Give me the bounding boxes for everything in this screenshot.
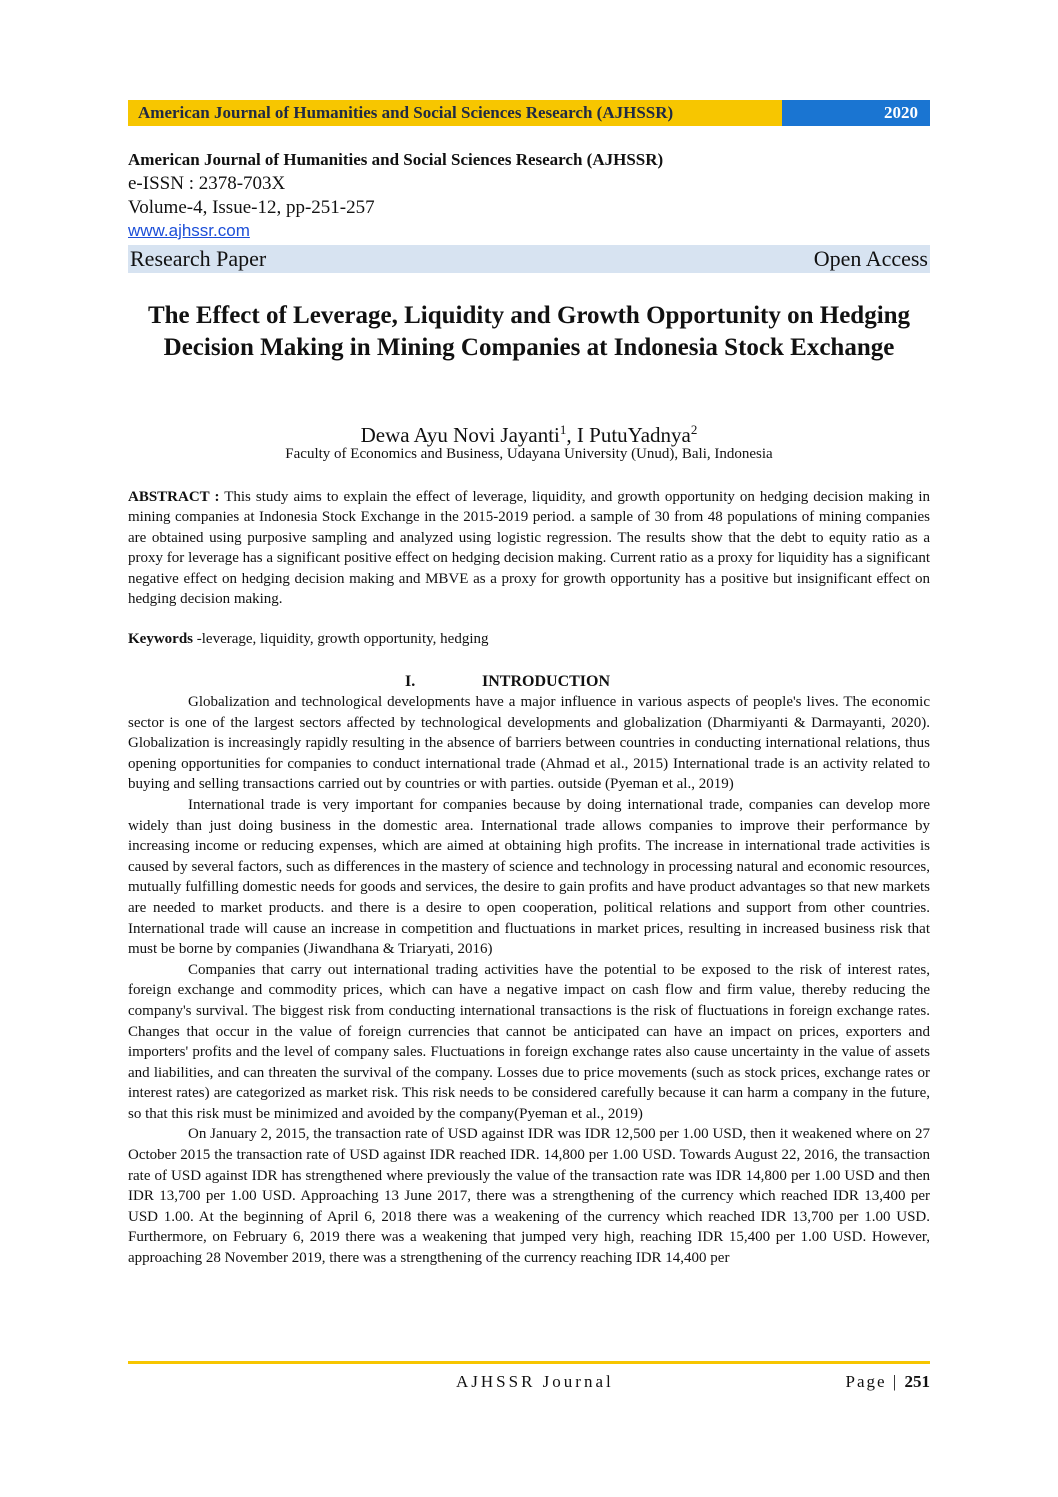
author-1-affiliation-mark: 1 [559, 422, 567, 437]
section-title: INTRODUCTION [482, 673, 611, 690]
affiliation: Faculty of Economics and Business, Udayana University (Unud), Bali, Indonesia [285, 446, 773, 462]
keywords-text: -leverage, liquidity, growth opportunity, hedging [193, 631, 489, 647]
header-year: 2020 [782, 100, 930, 126]
body-text [128, 692, 930, 1269]
volume-issue: Volume-4, Issue-12, pp-251-257 [128, 197, 375, 218]
paragraph: Globalization and technological developments have a major influence in various aspects of people's lives. The economic sector is one of the largest sectors affected by technological developments and globalization (Dharmiyanti & Darmayanti, 2020). Globalization is increasingly rapidly resulting in the absence of barriers between countries in conducting international relations, thus opening opportunities for companies to conduct international trade (Ahmad et al., 2015) International trade is an activity related to buying and selling transactions carried out by countries or with parties. outside (Pyeman et al., 2019) [128, 694, 930, 793]
issn: e-ISSN : 2378-703X [128, 173, 286, 194]
page-footer [128, 1372, 930, 1396]
abstract-text: This study aims to explain the effect of leverage, liquidity, and growth opportunity on hedging decision making in mining companies at Indonesia Stock Exchange in the 2015-2019 period. a sample of 30 from 48 populations of mining companies are obtained using purposive sampling and analyzed using logistic regression. The results show that the debt to equity ratio as a proxy for leverage has a significant positive effect on hedging decision making. Current ratio as a proxy for liquidity has a significant negative effect on hedging decision making and MBVE as a proxy for growth opportunity has a positive but insignificant effect on hedging decision making. [128, 489, 930, 608]
section-number: I. [405, 673, 416, 690]
keywords-label: Keywords [128, 631, 193, 647]
author-1: Dewa Ayu Novi Jayanti [360, 423, 560, 447]
header-journal-name: American Journal of Humanities and Social Sciences Research (AJHSSR) [128, 100, 782, 126]
abstract [128, 487, 930, 609]
author-2-affiliation-mark: 2 [690, 422, 698, 437]
journal-metadata [128, 148, 930, 273]
footer-journal: AJHSSR Journal [456, 1372, 614, 1391]
abstract-label: ABSTRACT : [128, 489, 220, 505]
paragraph: International trade is very important for companies because by doing international trade, companies can develop more widely than just doing business in the domestic area. International trade allows companies to improve their performance by increasing income or reducing expenses, which are aimed at obtaining high profits. The increase in international trade activities is caused by several factors, such as differences in the mastery of science and technology in processing natural and economic resources, mutually fulfilling domestic needs for goods and services, the desire to gain profits and have product advantages so that new markets are needed to market products. and there is a desire to open cooperation, political relations and support from other countries. International trade will cause an increase in competition and fluctuations in market prices, resulting in increased business risk that must be borne by companies (Jiwandhana & Triaryati, 2016) [128, 796, 930, 958]
paper-title: The Effect of Leverage, Liquidity and Growth Opportunity on Hedging Decision Making in Mining Companies at Indonesia Stock Exchange [147, 302, 911, 361]
keywords [128, 629, 930, 649]
running-header [128, 100, 930, 126]
paragraph: On January 2, 2015, the transaction rate of USD against IDR was IDR 12,500 per 1.00 USD, then it weakened where on 27 October 2015 the transaction rate of USD against IDR reached IDR. 14,800 per 1.00 USD. Towards August 22, 2016, the transaction rate of USD against IDR has strengthened where previously the value of the transaction rate was IDR 14,800 per 1.00 USD and then IDR 13,700 per 1.00 USD. Approaching 13 June 2017, there was a strengthening of the currency which reached IDR 13,400 per USD 1.00. At the beginning of April 6, 2018 there was a weakening of the currency which reached IDR 13,700 per 1.00 USD. Furthermore, on February 6, 2019 there was a weakening that jumped very high, reaching IDR 15,400 per 1.00 USD. However, approaching 28 November 2019, there was a strengthening of the currency reaching IDR 14,400 per [128, 1126, 930, 1267]
footer-page [846, 1372, 930, 1392]
author-separator: , [566, 423, 577, 447]
author-2: I PutuYadnya [576, 423, 691, 447]
access-type: Open Access [813, 246, 928, 271]
page-number: 251 [904, 1372, 930, 1391]
paragraph: Companies that carry out international trading activities have the potential to be exposed to the risk of interest rates, foreign exchange and commodity prices, which can have a negative impact on cash flow and firm value, thereby reducing the company's survival. The biggest risk from conducting international transactions is the risk of fluctuations in foreign exchange rates. Changes that occur in the value of foreign currencies that cannot be anticipated can have an impact on prices, exporters and importers' profits and the level of company sales. Fluctuations in foreign exchange rates also cause uncertainty in the value of assets and liabilities, and can threaten the survival of the company. Losses due to price movements (such as stock prices, exchange rates or interest rates) are categorized as market risk. This risk needs to be considered carefully because it can harm a company in the future, so that this risk must be minimized and avoided by the company(Pyeman et al., 2019) [128, 961, 930, 1122]
page-label: Page | [845, 1372, 905, 1391]
journal-url-link[interactable]: www.ajhssr.com [128, 221, 250, 240]
meta-journal-name: American Journal of Humanities and Social Sciences Research (AJHSSR) [128, 150, 664, 169]
paper-type: Research Paper [130, 246, 267, 271]
footer-divider [128, 1361, 930, 1364]
paper-type-bar [128, 245, 930, 273]
